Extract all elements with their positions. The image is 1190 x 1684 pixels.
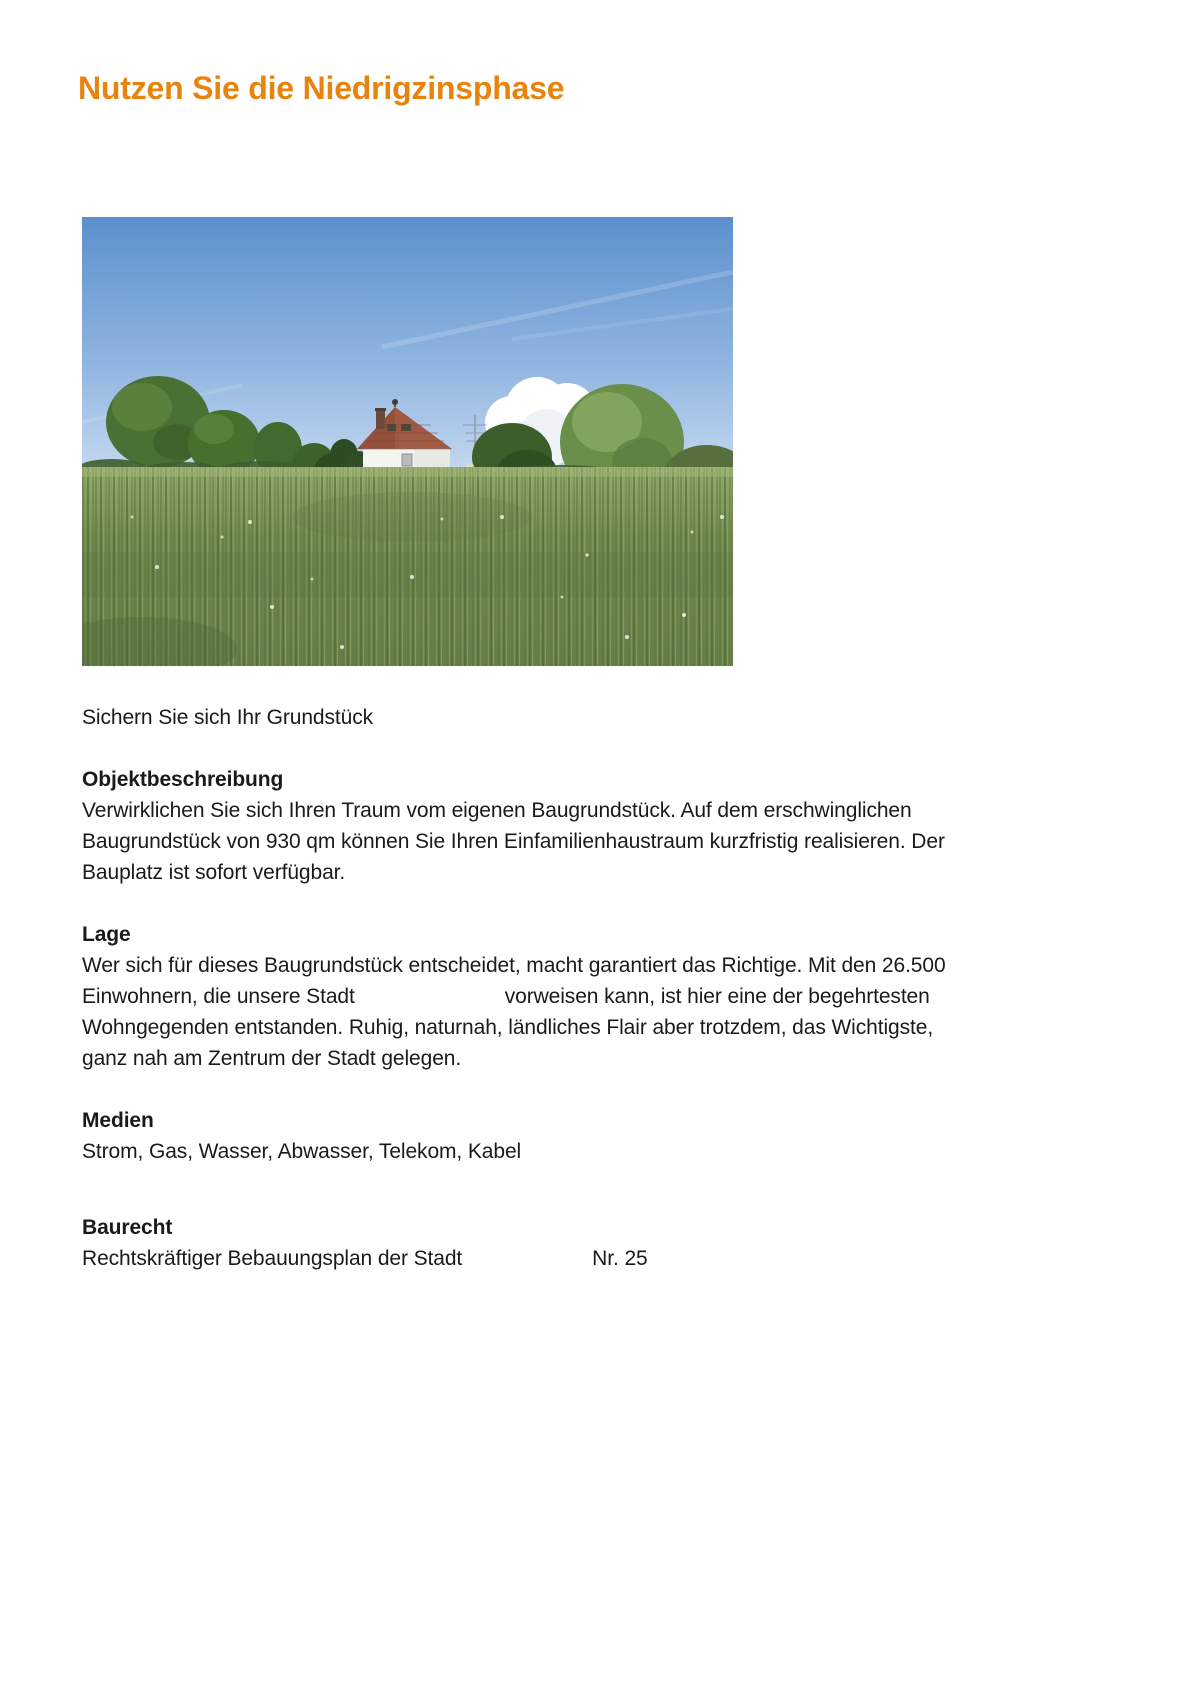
intro-line: Sichern Sie sich Ihr Grundstück [82, 706, 374, 729]
section-heading-objektbeschreibung: Objektbeschreibung [82, 768, 284, 791]
spacer [82, 1167, 1087, 1198]
grass-field [82, 467, 733, 666]
lage-line: ganz nah am Zentrum der Stadt gelegen. [82, 1047, 462, 1070]
property-photo-scene [82, 217, 733, 666]
baurecht-plan-number: Nr. 25 [592, 1247, 648, 1270]
medien-line: Strom, Gas, Wasser, Abwasser, Telekom, Kabel [82, 1140, 522, 1163]
section-heading-baurecht: Baurecht [82, 1216, 173, 1239]
section-heading-medien: Medien [82, 1109, 154, 1132]
baurecht-line-with-gap [82, 1243, 1087, 1274]
objekt-line: Verwirklichen Sie sich Ihren Traum vom eigenen Baugrundstück. Auf dem erschwinglichen [82, 799, 912, 822]
lage-line-before-gap: Einwohnern, die unsere Stadt [82, 985, 355, 1008]
objekt-line: Baugrundstück von 930 qm können Sie Ihren Einfamilienhaustraum kurzfristig realisieren. Der [82, 830, 945, 853]
lage-line: Wer sich für dieses Baugrundstück entscheidet, macht garantiert das Richtige. Mit den 26.500 [82, 954, 946, 977]
lage-line: Wohngegenden entstanden. Ruhig, naturnah, ländliches Flair aber trotzdem, das Wichtigste, [82, 1016, 934, 1039]
spacer [82, 733, 1087, 764]
lage-line-with-gap [82, 981, 1087, 1012]
lage-line-after-gap: vorweisen kann, ist hier eine der begehrtesten [504, 985, 930, 1008]
spacer [82, 888, 1087, 919]
page-title: Nutzen Sie die Niedrigzinsphase [78, 70, 565, 106]
listing-text [82, 702, 1087, 1274]
spacer [82, 1198, 1087, 1212]
objekt-line: Bauplatz ist sofort verfügbar. [82, 861, 346, 884]
property-photo [82, 217, 733, 666]
section-heading-lage: Lage [82, 923, 131, 946]
baurecht-line-before-gap: Rechtskräftiger Bebauungsplan der Stadt [82, 1247, 463, 1270]
spacer [82, 1074, 1087, 1105]
